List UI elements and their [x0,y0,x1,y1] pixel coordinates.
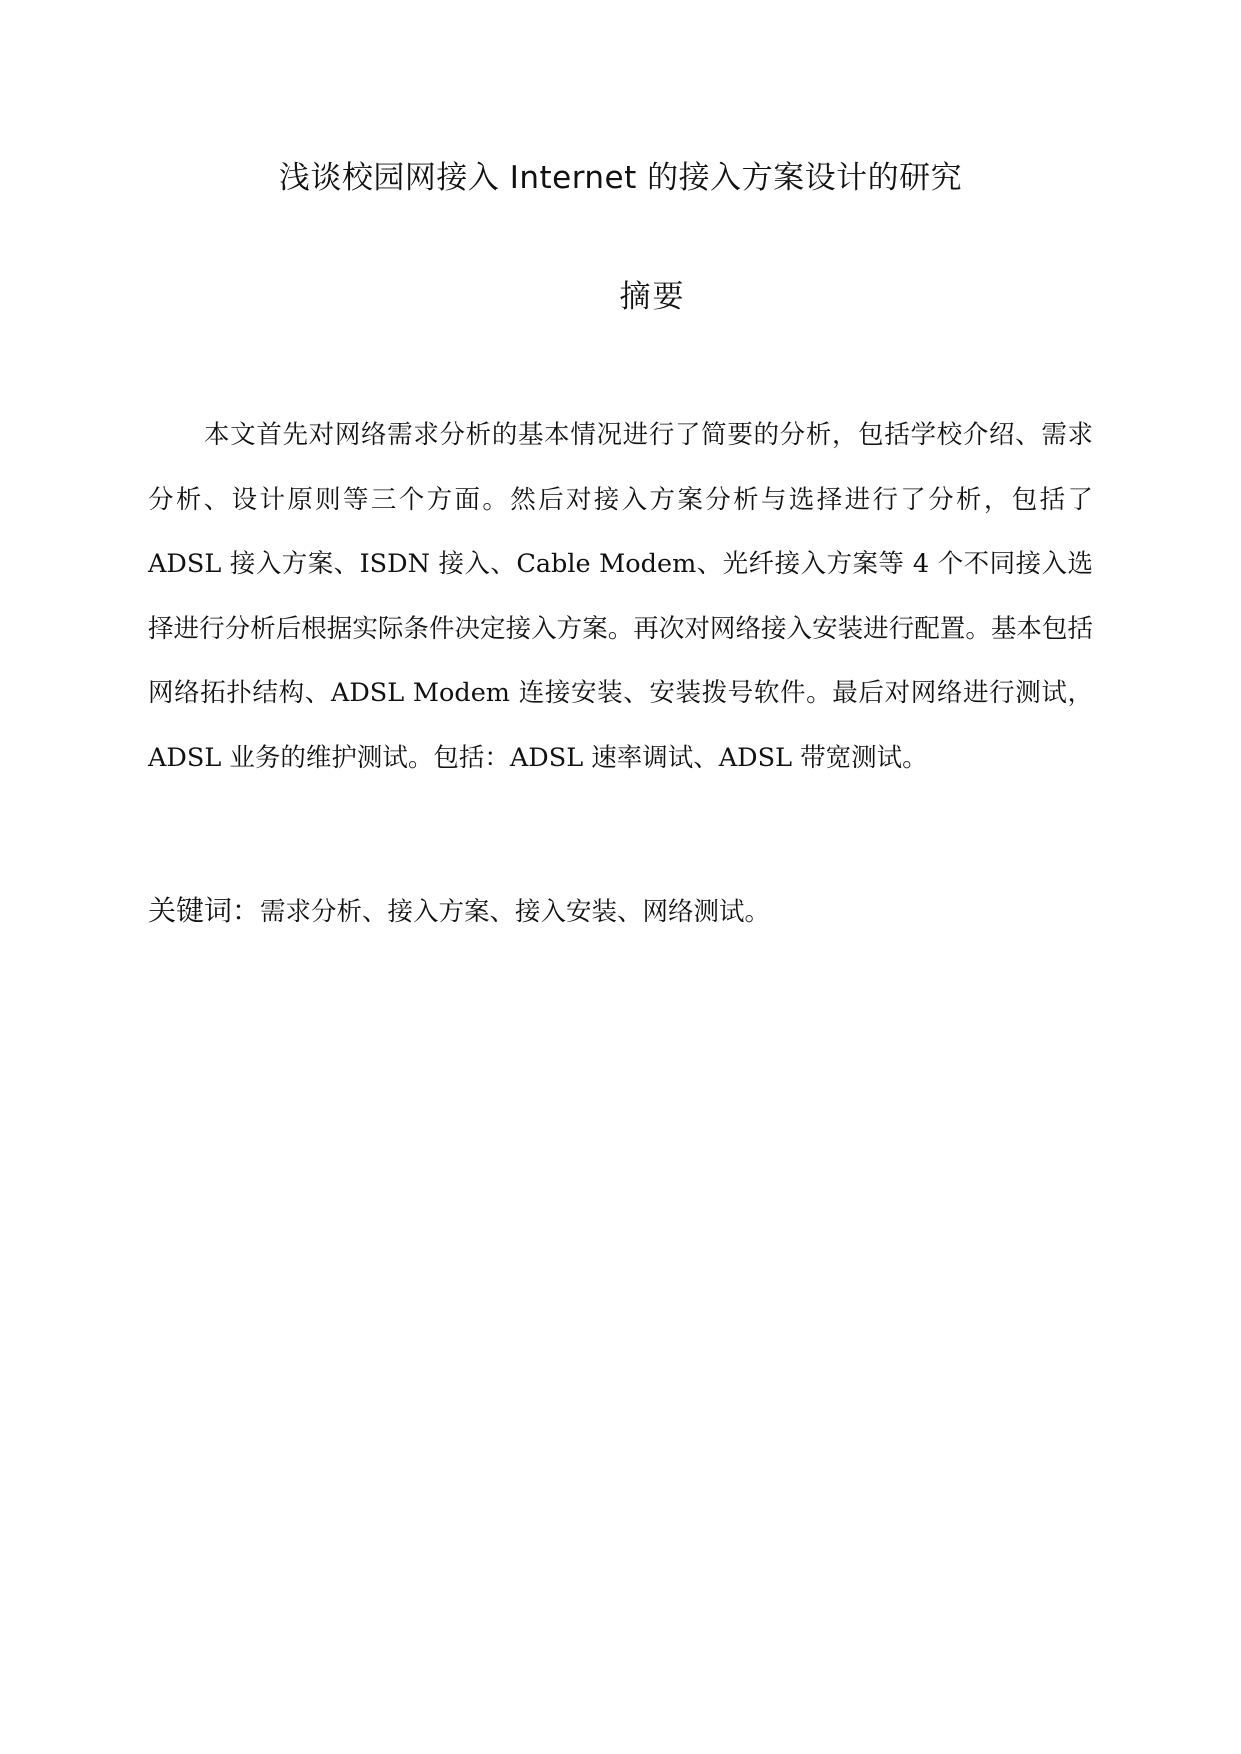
keywords-label: 关键词： [148,894,261,927]
keywords-value: 需求分析、接入方案、接入安装、网络测试。 [260,897,771,927]
document-title: 浅谈校园网接入 Internet 的接入方案设计的研究 [278,160,963,196]
abstract-paragraph: 本文首先对网络需求分析的基本情况进行了简要的分析，包括学校介绍、需求分析、设计原则等三个方面。然后对接入方案分析与选择进行了分析，包括了 ADSL 接入方案、ISDN 接入、Cable Modem、光纤接入方案等 4 个不同接入选择进行分析后根据实际条件决定接入方案。再次对网络接入安装进行配置。基本包括网络拓扑结构、ADSL Modem 连接安装、安装拨号软件。最后对网络进行测试，ADSL 业务的维护测试。包括：ADSL 速率调试、ADSL 带宽测试。 [148,420,1093,773]
abstract-heading: 摘要 [619,279,686,315]
keywords-line [148,893,1093,930]
